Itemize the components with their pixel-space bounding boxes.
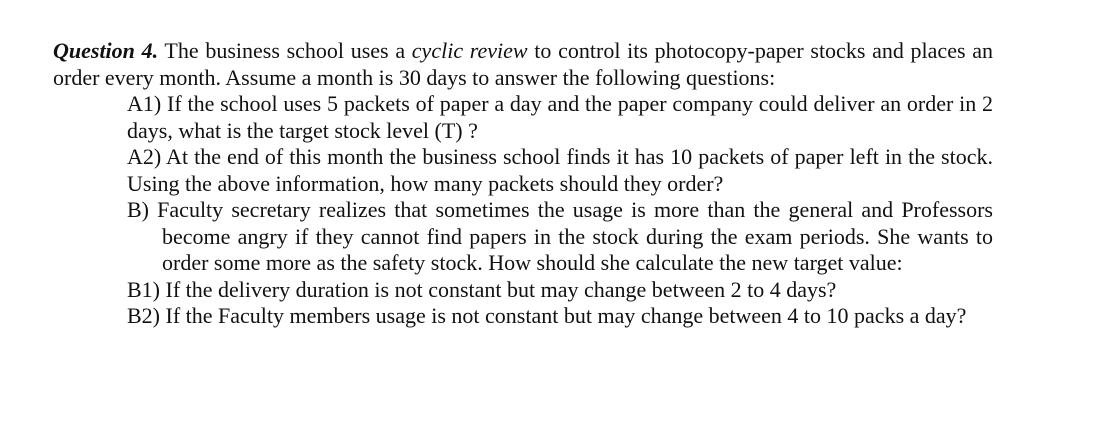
intro-text-after: to control its photocopy-paper stocks and places an order every month. Assume a month is 30 days to answer the following questions:	[53, 38, 993, 90]
item-a2: A2) At the end of this month the business school finds it has 10 packets of paper left in the stock. Using the above information, how many packets should they order?	[127, 144, 993, 196]
question-label: Question 4.	[53, 38, 159, 63]
question-intro	[53, 38, 993, 91]
item-a1: A1) If the school uses 5 packets of paper a day and the paper company could deliver an order in 2 days, what is the target stock level (T) ?	[127, 91, 993, 143]
item-b1: B1) If the delivery duration is not constant but may change between 2 to 4 days?	[127, 276, 837, 302]
item-b2: B2) If the Faculty members usage is not constant but may change between 4 to 10 packs a day?	[127, 303, 967, 328]
intro-text-before: The business school uses a	[158, 38, 412, 63]
intro-emphasis: cyclic review	[411, 38, 528, 63]
item-b: B) Faculty secretary realizes that sometimes the usage is more than the general and Professors become angry if they cannot find papers in the stock during the exam periods. She wants to order some more as the safety stock. How should she calculate the new target value:	[127, 197, 993, 275]
question-document	[53, 38, 993, 330]
